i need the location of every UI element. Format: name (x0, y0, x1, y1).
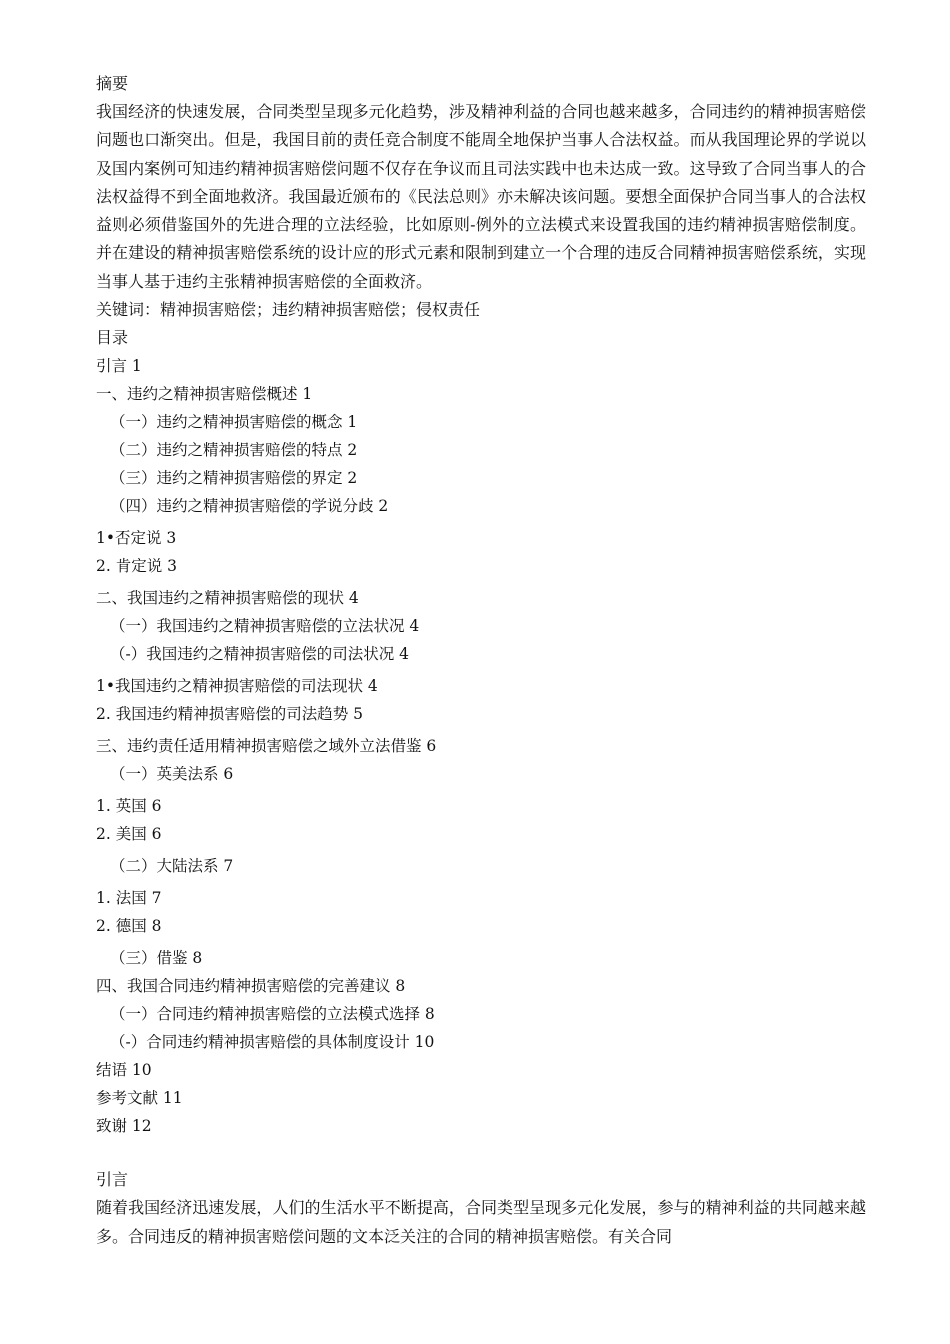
toc-entry[interactable]: 致谢 12 (96, 1117, 152, 1136)
toc-entry[interactable]: 1. 英国 6 (96, 797, 162, 816)
intro-body: 随着我国经济迅速发展，人们的生活水平不断提高，合同类型呈现多元化发展，参与的精神利益的共同越来越多。合同违反的精神损害赔偿问题的文本泛关注的合同的精神损害赔偿。有关合同 (96, 1198, 866, 1246)
toc-entry[interactable]: 三、违约责任适用精神损害赔偿之域外立法借鉴 6 (96, 737, 437, 756)
toc-entry[interactable]: 2. 美国 6 (96, 825, 162, 844)
toc-entry[interactable]: 2. 德国 8 (96, 917, 162, 936)
toc-entry[interactable]: 2. 我国违约精神损害赔偿的司法趋势 5 (96, 705, 364, 724)
toc-entry[interactable]: 引言 1 (96, 357, 142, 376)
toc-entry[interactable]: 1•我国违约之精神损害赔偿的司法现状 4 (96, 677, 378, 696)
toc-entry[interactable]: 四、我国合同违约精神损害赔偿的完善建议 8 (96, 977, 406, 996)
toc-entry[interactable]: 结语 10 (96, 1061, 152, 1080)
toc-entry[interactable]: （二）违约之精神损害赔偿的特点 2 (110, 441, 358, 460)
toc-entry[interactable]: （一）违约之精神损害赔偿的概念 1 (110, 413, 358, 432)
toc-entry[interactable]: （一）合同违约精神损害赔偿的立法模式选择 8 (110, 1005, 435, 1024)
toc-heading: 目录 (96, 328, 129, 348)
toc-list (96, 352, 866, 1140)
toc-entry[interactable]: （-）合同违约精神损害赔偿的具体制度设计 10 (110, 1033, 435, 1052)
document-page (96, 70, 866, 1251)
abstract-heading: 摘要 (96, 74, 129, 93)
toc-entry[interactable]: （三）违约之精神损害赔偿的界定 2 (110, 469, 358, 488)
toc-entry[interactable]: （二）大陆法系 7 (110, 857, 234, 876)
intro-heading: 引言 (96, 1170, 129, 1190)
table-of-contents (96, 324, 866, 1140)
keywords-line: 关键词：精神损害赔偿；违约精神损害赔偿；侵权责任 (96, 300, 481, 320)
toc-entry[interactable]: （三）借鉴 8 (110, 949, 203, 968)
toc-entry[interactable]: （一）英美法系 6 (110, 765, 234, 784)
toc-entry[interactable]: 一、违约之精神损害赔偿概述 1 (96, 385, 313, 404)
toc-entry[interactable]: 1. 法国 7 (96, 889, 162, 908)
toc-entry[interactable]: 1•否定说 3 (96, 529, 177, 548)
toc-entry[interactable]: 2. 肯定说 3 (96, 557, 178, 576)
abstract-body: 我国经济的快速发展，合同类型呈现多元化趋势，涉及精神利益的合同也越来越多，合同违约的精神损害赔偿问题也口渐突出。但是，我国目前的责任竞合制度不能周全地保护当事人合法权益。而从我国理论界的学说以及国内案例可知违约精神损害赔偿问题不仅存在争议而且司法实践中也未达成一致。这导致了合同当事人的合法权益得不到全面地救济。我国最近颁布的《民法总则》亦未解决该问题。要想全面保护合同当事人的合法权益则必须借鉴国外的先进合理的立法经验，比如原则-例外的立法模式来设置我国的违约精神损害赔偿制度。并在建设的精神损害赔偿系统的设计应的形式元素和限制到建立一个合理的违反合同精神损害赔偿系统，实现当事人基于违约主张精神损害赔偿的全面救济。 (96, 102, 866, 291)
section-gap (96, 1140, 866, 1166)
toc-entry[interactable]: （-）我国违约之精神损害赔偿的司法状况 4 (110, 645, 410, 664)
toc-entry[interactable]: 参考文献 11 (96, 1089, 183, 1108)
introduction-section (96, 1166, 866, 1251)
abstract-section (96, 70, 866, 324)
toc-entry[interactable]: （一）我国违约之精神损害赔偿的立法状况 4 (110, 617, 420, 636)
toc-entry[interactable]: （四）违约之精神损害赔偿的学说分歧 2 (110, 497, 389, 516)
toc-entry[interactable]: 二、我国违约之精神损害赔偿的现状 4 (96, 589, 359, 608)
